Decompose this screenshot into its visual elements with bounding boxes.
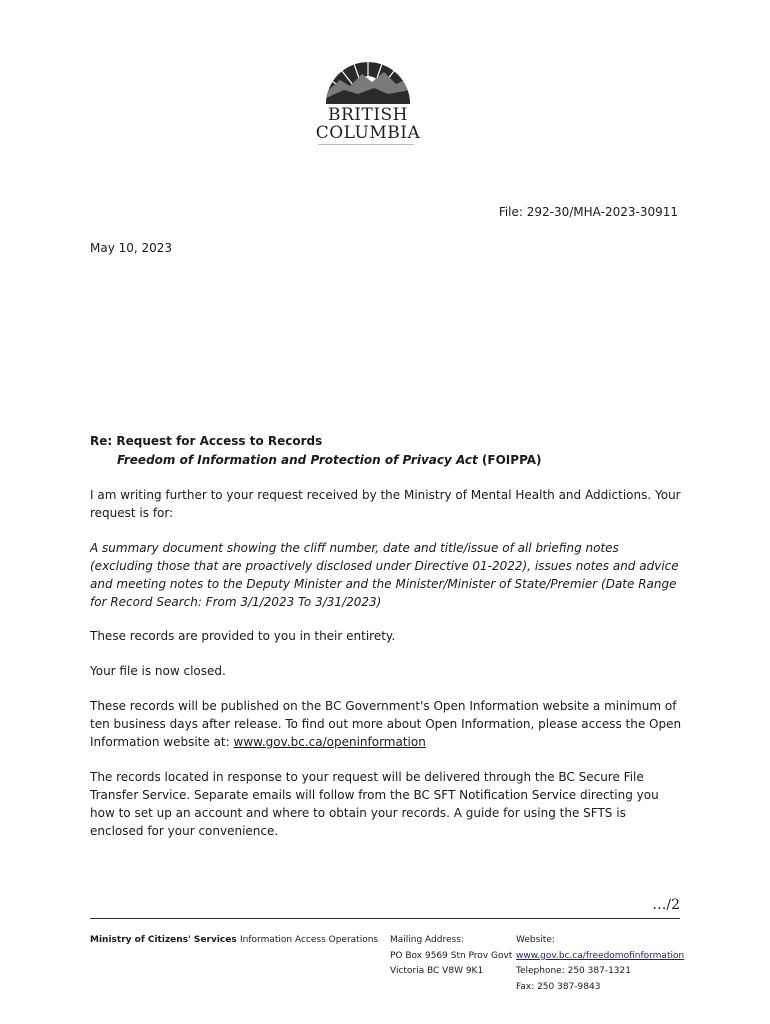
open-information-link[interactable]: www.gov.bc.ca/openinformation [233,735,426,749]
mailing-line-1: PO Box 9569 Stn Prov Govt [390,950,513,961]
file-closed-paragraph: Your file is now closed. [90,664,226,678]
file-number: File: 292-30/MHA-2023-30911 [498,205,678,219]
sfts-paragraph: The records located in response to your request will be delivered through the BC Secure File Transfer Service. Separate emails will follow from the BC SFT Notification Service directing you how to set up an account and where to obtain your records. A guide for using the SFTS is enclosed for your convenience. [90,770,659,838]
subject-line: Re: Request for Access to Records [90,434,323,448]
subject-act [117,453,542,467]
bc-sun-mountain-icon [326,46,410,104]
records-entirety-paragraph: These records are provided to you in their entirety. [90,629,396,643]
intro-paragraph: I am writing further to your request received by the Ministry of Mental Health and Addictions. Your request is for: [90,488,681,520]
fax: Fax: 250 387-9843 [516,981,601,992]
act-abbreviation: (FOIPPA) [477,453,542,467]
website-link[interactable]: www.gov.bc.ca/freedomofinformation [516,950,685,961]
letter-date: May 10, 2023 [90,241,173,255]
telephone: Telephone: 250 387-1321 [516,966,631,976]
open-information-text: These records will be published on the BC Government's Open Information website a minimum of ten business days after release. To find out more about Open Information, please access the Open Information website at: [90,699,682,749]
logo-divider [318,144,414,145]
footer-contact [516,933,684,995]
open-information-paragraph [90,697,682,751]
footer-division: Information Access Operations [240,935,379,945]
logo-text-british: BRITISH [327,105,409,125]
logo-text-columbia: COLUMBIA [315,123,421,143]
mailing-line-2: Victoria BC V8W 9K1 [390,966,484,976]
bc-government-logo [312,46,424,146]
website-label: Website: [516,935,555,945]
footer-divider [90,918,680,919]
footer-mailing-address [390,933,512,980]
request-text: A summary document showing the cliff number, date and title/issue of all briefing notes (excluding those that are proactively disclosed under Directive 01-2022), issues notes and advice and meeting notes to the Deputy Minister and the Minister/Minister of State/Premier (Date Range for Record Search: From 3/1/2023 To 3/31/2023) [90,541,679,609]
act-title: Freedom of Information and Protection of Privacy Act [117,453,478,467]
footer-ministry: Ministry of Citizens' Services [90,935,237,945]
page-continuation-marker: …/2 [652,897,680,913]
mailing-label: Mailing Address: [390,935,464,945]
